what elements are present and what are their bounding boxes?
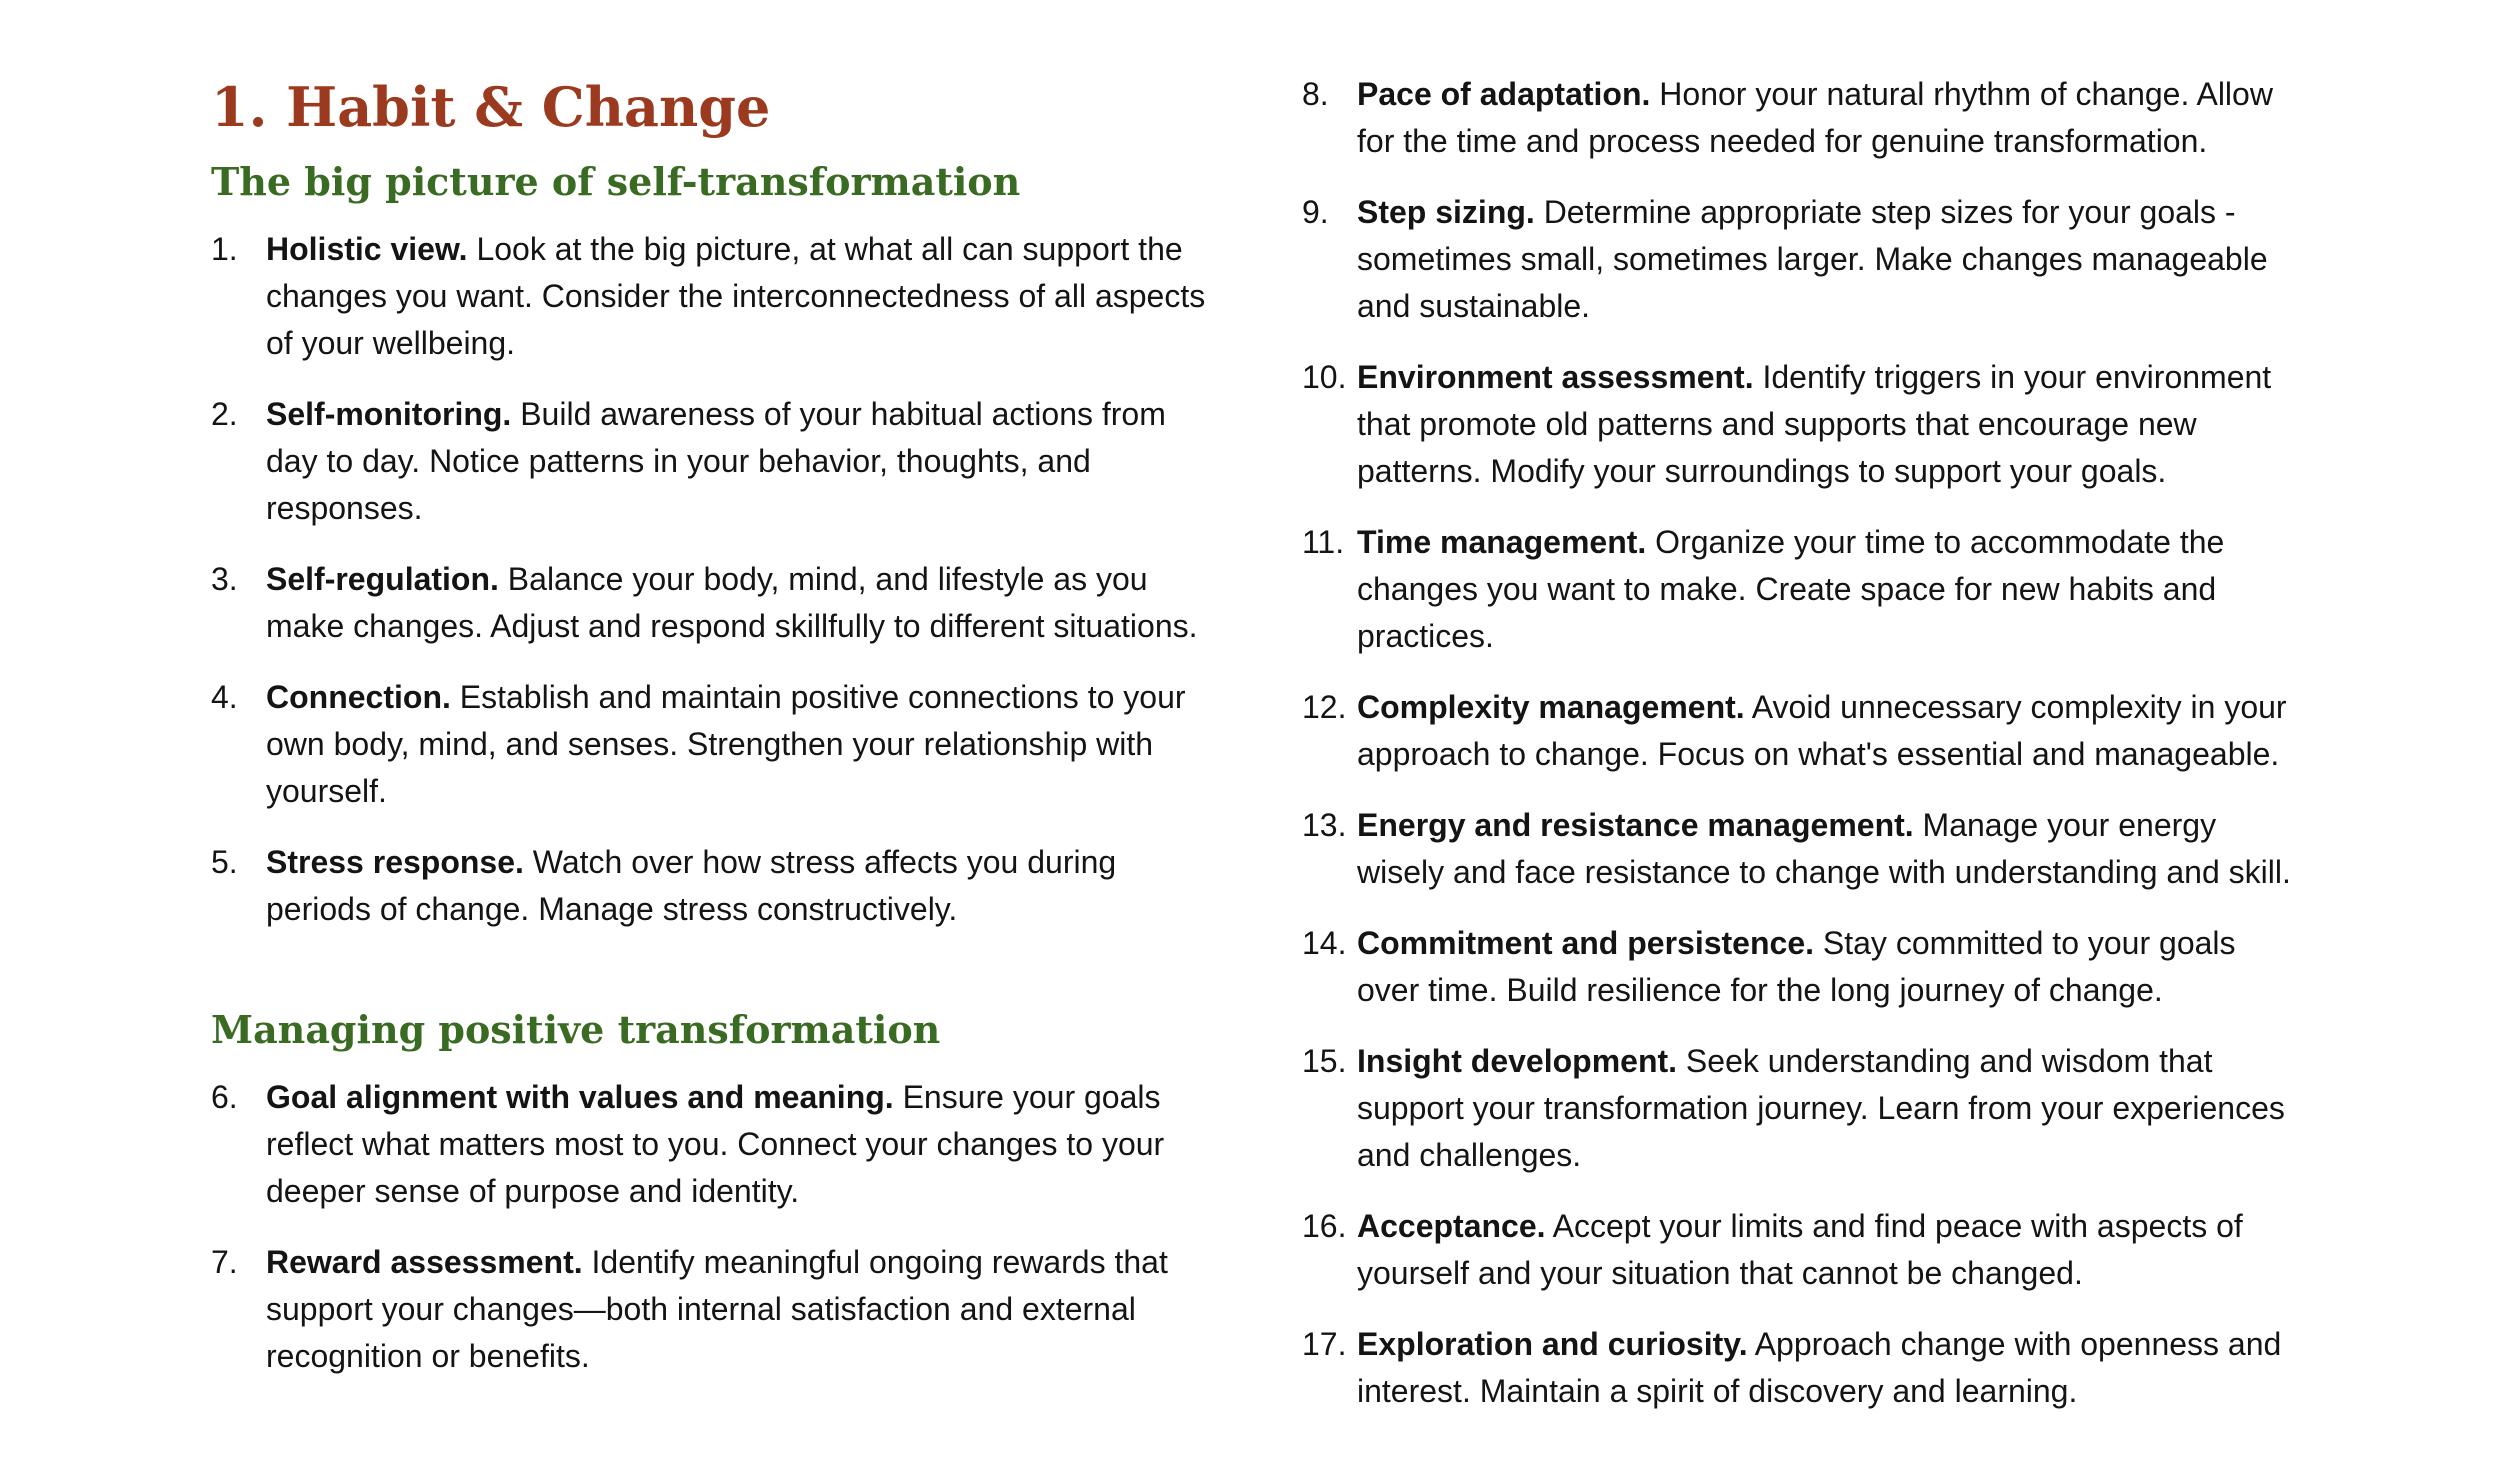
item-text: Approach change with openness and interest. Maintain a spirit of discovery and learning. <box>1357 1326 2282 1409</box>
list-item <box>211 1239 1211 1380</box>
item-text: Determine appropriate step sizes for your goals - sometimes small, sometimes larger. Make changes manageable and sustainable. <box>1357 194 2268 324</box>
item-text: Stay committed to your goals over time. Build resilience for the long journey of change. <box>1357 925 2236 1008</box>
item-term: Self-regulation. <box>266 561 499 597</box>
item-term: Goal alignment with values and meaning. <box>266 1079 894 1115</box>
item-number: 2. <box>211 396 238 432</box>
item-number: 9. <box>1302 194 1329 230</box>
list-item <box>211 391 1211 532</box>
item-term: Acceptance. <box>1357 1208 1546 1244</box>
list-item <box>211 674 1211 815</box>
item-term: Connection. <box>266 679 451 715</box>
item-text: Honor your natural rhythm of change. Allow for the time and process needed for genuine transformation. <box>1357 76 2273 159</box>
list-item <box>211 1074 1211 1215</box>
list-big-picture <box>211 226 1211 957</box>
list-item <box>1302 354 2302 495</box>
list-item <box>1302 802 2302 896</box>
item-number: 6. <box>211 1079 238 1115</box>
section-heading-big-picture: The big picture of self-transformation <box>211 159 1021 204</box>
item-number: 13. <box>1302 807 1347 843</box>
page-title: 1. Habit & Change <box>211 75 771 139</box>
list-item <box>1302 1321 2302 1415</box>
item-number: 15. <box>1302 1043 1347 1079</box>
item-term: Energy and resistance management. <box>1357 807 1914 843</box>
list-item <box>211 839 1211 933</box>
item-text: Identify triggers in your environment that promote old patterns and supports that encourage new patterns. Modify your surroundings to support your goals. <box>1357 359 2272 489</box>
list-item <box>1302 1038 2302 1179</box>
item-text: Organize your time to accommodate the changes you want to make. Create space for new habits and practices. <box>1357 524 2225 654</box>
item-number: 4. <box>211 679 238 715</box>
item-text: Balance your body, mind, and lifestyle as you make changes. Adjust and respond skillfully to different situations. <box>266 561 1198 644</box>
list-item <box>211 556 1211 650</box>
item-number: 5. <box>211 844 238 880</box>
item-term: Exploration and curiosity. <box>1357 1326 1748 1362</box>
list-item <box>1302 920 2302 1014</box>
item-number: 8. <box>1302 76 1329 112</box>
item-text: Build awareness of your habitual actions from day to day. Notice patterns in your behavior, thoughts, and responses. <box>266 396 1166 526</box>
list-item <box>1302 519 2302 660</box>
section-heading-managing: Managing positive transformation <box>211 1007 941 1052</box>
item-term: Time management. <box>1357 524 1647 560</box>
item-term: Insight development. <box>1357 1043 1678 1079</box>
item-text: Identify meaningful ongoing rewards that support your changes—both internal satisfaction and external recognition or benefits. <box>266 1244 1168 1374</box>
item-number: 14. <box>1302 925 1347 961</box>
item-number: 3. <box>211 561 238 597</box>
item-number: 17. <box>1302 1326 1347 1362</box>
item-term: Self-monitoring. <box>266 396 512 432</box>
item-term: Reward assessment. <box>266 1244 583 1280</box>
item-text: Establish and maintain positive connections to your own body, mind, and senses. Strengthen your relationship with yourself. <box>266 679 1186 809</box>
item-text: Seek understanding and wisdom that support your transformation journey. Learn from your experiences and challenges. <box>1357 1043 2285 1173</box>
item-term: Step sizing. <box>1357 194 1535 230</box>
list-managing <box>211 1074 1211 1404</box>
item-number: 11. <box>1302 524 1345 560</box>
item-number: 7. <box>211 1244 238 1280</box>
item-number: 1. <box>211 231 238 267</box>
list-item <box>1302 1203 2302 1297</box>
list-managing-continued <box>1302 71 2302 1439</box>
item-text: Watch over how stress affects you during periods of change. Manage stress constructively. <box>266 844 1117 927</box>
item-number: 16. <box>1302 1208 1347 1244</box>
item-text: Look at the big picture, at what all can support the changes you want. Consider the interconnectedness of all aspects of your wellbeing. <box>266 231 1206 361</box>
item-term: Stress response. <box>266 844 524 880</box>
item-term: Complexity management. <box>1357 689 1745 725</box>
item-number: 10. <box>1302 359 1347 395</box>
item-text: Accept your limits and find peace with aspects of yourself and your situation that cannot be changed. <box>1357 1208 2243 1291</box>
list-item <box>1302 684 2302 778</box>
item-term: Holistic view. <box>266 231 468 267</box>
item-number: 12. <box>1302 689 1347 725</box>
list-item <box>1302 189 2302 330</box>
item-term: Environment assessment. <box>1357 359 1754 395</box>
item-term: Commitment and persistence. <box>1357 925 1814 961</box>
item-text: Avoid unnecessary complexity in your approach to change. Focus on what's essential and manageable. <box>1357 689 2287 772</box>
list-item <box>1302 71 2302 165</box>
item-text: Manage your energy wisely and face resistance to change with understanding and skill. <box>1357 807 2291 890</box>
item-text: Ensure your goals reflect what matters most to you. Connect your changes to your deeper sense of purpose and identity. <box>266 1079 1165 1209</box>
list-item <box>211 226 1211 367</box>
item-term: Pace of adaptation. <box>1357 76 1651 112</box>
